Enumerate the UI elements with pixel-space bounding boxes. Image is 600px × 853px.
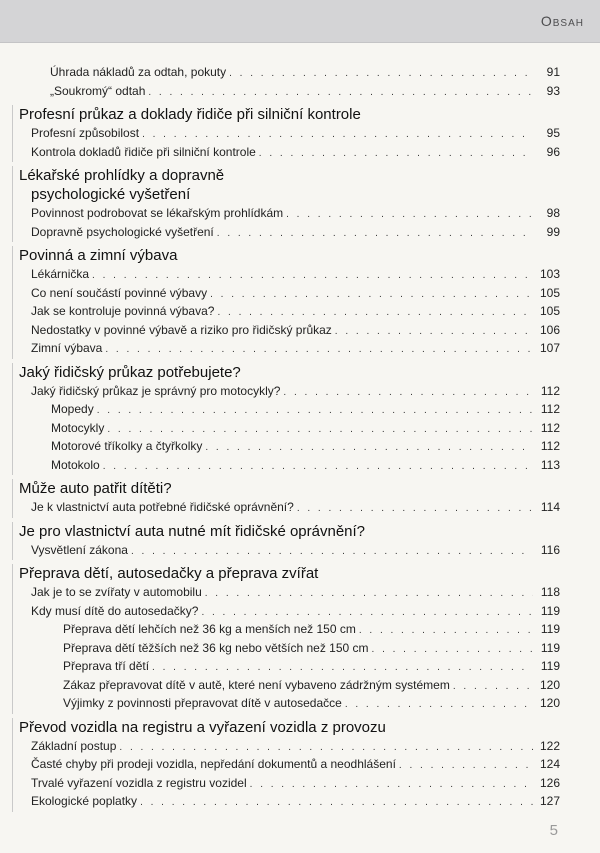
toc-entry[interactable]	[19, 499, 560, 518]
dot-leader	[97, 402, 533, 420]
dot-leader	[152, 659, 533, 677]
dot-leader	[286, 206, 533, 224]
dot-leader	[372, 641, 533, 659]
entry-label: Jaký řidičský průkaz je správný pro motocykly?	[31, 383, 281, 398]
table-of-contents	[0, 64, 600, 816]
dot-leader	[335, 323, 533, 341]
dot-leader	[297, 500, 533, 518]
toc-entry[interactable]	[19, 266, 560, 285]
dot-leader	[103, 458, 533, 476]
dot-leader	[217, 304, 533, 322]
entry-page-number: 127	[539, 794, 560, 808]
entry-page-number: 112	[540, 402, 560, 416]
toc-entry[interactable]	[19, 205, 560, 224]
entry-label: Základní postup	[31, 738, 117, 753]
entry-label: Lékárnička	[31, 267, 90, 281]
entry-page-number: 112	[540, 383, 560, 398]
entry-page-number: 114	[540, 500, 560, 514]
dot-leader	[359, 622, 533, 640]
entry-label: Dopravně psychologické vyšetření	[31, 224, 214, 239]
toc-entry[interactable]	[18, 64, 560, 83]
entry-page-number: 119	[540, 603, 560, 618]
entry-page-number: 112	[540, 439, 560, 453]
dot-leader	[229, 65, 533, 83]
entry-label: Jak se kontroluje povinná výbava?	[31, 304, 215, 318]
dot-leader	[142, 126, 533, 144]
toc-entry[interactable]	[19, 125, 560, 144]
toc-section	[12, 64, 560, 101]
entry-label: Trvalé vyřazení vozidla z registru vozidel	[31, 775, 247, 790]
entry-page-number: 91	[546, 65, 560, 79]
toc-entry[interactable]	[19, 224, 560, 243]
dot-leader	[259, 145, 533, 163]
dot-leader	[105, 341, 533, 359]
entry-page-number: 106	[539, 322, 560, 337]
toc-entry[interactable]	[19, 420, 560, 439]
entry-page-number: 124	[539, 757, 560, 771]
dot-leader	[250, 776, 533, 794]
entry-page-number: 113	[540, 457, 560, 472]
entry-page-number: 122	[539, 738, 560, 753]
header-title: Obsah	[540, 13, 584, 29]
section-title: Může auto patřit dítěti?	[19, 480, 172, 497]
entry-page-number: 95	[546, 126, 560, 140]
dot-leader	[283, 384, 533, 402]
entry-label: Profesní způsobilost	[31, 126, 140, 140]
entry-label: Přeprava tří dětí	[63, 659, 150, 673]
section-title: Lékařské prohlídky a dopravně psychologické vyšetření	[19, 167, 225, 203]
dot-leader	[453, 678, 533, 696]
entry-label: Ekologické poplatky	[31, 794, 138, 808]
entry-label: Kdy musí dítě do autosedačky?	[31, 603, 199, 618]
dot-leader	[217, 225, 533, 243]
entry-label: Úhrada nákladů za odtah, pokuty	[50, 65, 227, 79]
toc-entry[interactable]	[19, 775, 560, 794]
entry-page-number: 116	[540, 542, 560, 557]
entry-page-number: 126	[539, 775, 560, 790]
toc-entry[interactable]	[19, 303, 560, 322]
toc-entry[interactable]	[19, 457, 560, 476]
dot-leader	[107, 421, 533, 439]
entry-label: Zimní výbava	[31, 341, 103, 355]
toc-entry[interactable]	[19, 738, 560, 757]
toc-section	[12, 166, 560, 242]
dot-leader	[131, 543, 533, 561]
entry-label: Výjimky z povinnosti přepravovat dítě v autosedačce	[63, 696, 342, 710]
entry-label: Motokolo	[51, 457, 100, 472]
section-title: Je pro vlastnictví auta nutné mít řidičské oprávnění?	[19, 522, 366, 540]
entry-page-number: 98	[546, 206, 560, 220]
entry-page-number: 119	[540, 659, 560, 673]
entry-page-number: 103	[539, 267, 560, 281]
toc-entry[interactable]	[19, 383, 560, 402]
entry-page-number: 93	[546, 83, 560, 98]
toc-section	[12, 718, 560, 812]
entry-label: Zákaz přepravovat dítě v autě, které není vybaveno zádržným systémem	[63, 677, 450, 692]
section-title: Přeprava dětí, autosedačky a přeprava zvířat	[19, 565, 319, 582]
dot-leader	[92, 267, 533, 285]
entry-label: Kontrola dokladů řidiče při silniční kontrole	[31, 144, 256, 159]
dot-leader	[205, 439, 533, 457]
entry-page-number: 96	[546, 144, 560, 159]
entry-page-number: 105	[539, 285, 560, 300]
toc-entry[interactable]	[19, 793, 560, 812]
entry-label: Časté chyby při prodeji vozidla, nepředání dokumentů a neodhlášení	[31, 757, 396, 771]
toc-section	[12, 363, 560, 476]
header-band	[0, 0, 600, 43]
dot-leader	[201, 604, 533, 622]
toc-section	[12, 479, 560, 518]
entry-page-number: 120	[539, 696, 560, 710]
toc-entry[interactable]	[19, 756, 560, 775]
dot-leader	[148, 84, 533, 102]
entry-label: Přeprava dětí lehčích než 36 kg a menších než 150 cm	[63, 622, 356, 636]
entry-label: Co není součástí povinné výbavy	[31, 285, 208, 300]
toc-entry[interactable]	[19, 640, 560, 659]
toc-entry[interactable]	[19, 285, 560, 304]
entry-page-number: 120	[539, 677, 560, 692]
dot-leader	[119, 739, 533, 757]
entry-label: Mopedy	[51, 402, 94, 416]
dot-leader	[399, 757, 533, 775]
entry-page-number: 118	[540, 585, 560, 599]
toc-entry[interactable]	[19, 603, 560, 622]
entry-label: Povinnost podrobovat se lékařským prohlídkám	[31, 206, 284, 220]
entry-label: Vysvětlení zákona	[31, 542, 128, 557]
entry-label: „Soukromý“ odtah	[50, 83, 146, 98]
toc-entry[interactable]	[19, 677, 560, 696]
toc-entry[interactable]	[19, 542, 560, 561]
toc-entry[interactable]	[19, 144, 560, 163]
toc-section	[12, 246, 560, 359]
toc-entry[interactable]	[19, 340, 560, 359]
entry-page-number: 119	[540, 622, 560, 636]
section-title: Povinná a zimní výbava	[19, 247, 178, 264]
toc-entry[interactable]	[19, 584, 560, 603]
entry-page-number: 112	[540, 420, 560, 435]
toc-section	[12, 522, 560, 561]
entry-label: Nedostatky v povinné výbavě a riziko pro řidičský průkaz	[31, 322, 332, 337]
section-title: Profesní průkaz a doklady řidiče při silniční kontrole	[19, 106, 361, 123]
entry-label: Přeprava dětí těžších než 36 kg nebo větších než 150 cm	[63, 640, 369, 655]
entry-page-number: 119	[540, 640, 560, 655]
entry-label: Motorové tříkolky a čtyřkolky	[51, 439, 203, 453]
toc-section	[12, 564, 560, 714]
toc-entry[interactable]	[19, 401, 560, 420]
dot-leader	[205, 585, 533, 603]
dot-leader	[345, 696, 533, 714]
toc-entry[interactable]	[19, 438, 560, 457]
toc-entry[interactable]	[18, 83, 560, 102]
entry-page-number: 107	[539, 341, 560, 355]
toc-entry[interactable]	[19, 658, 560, 677]
entry-label: Motocykly	[51, 420, 105, 435]
toc-entry[interactable]	[19, 322, 560, 341]
entry-page-number: 99	[546, 224, 560, 239]
section-title: Jaký řidičský průkaz potřebujete?	[19, 363, 241, 381]
dot-leader	[140, 794, 533, 812]
entry-label: Je k vlastnictví auta potřebné řidičské oprávnění?	[31, 500, 294, 514]
entry-page-number: 105	[539, 304, 560, 318]
dot-leader	[210, 286, 533, 304]
toc-section	[12, 105, 560, 162]
entry-label: Jak je to se zvířaty v automobilu	[31, 585, 202, 599]
toc-entry[interactable]	[19, 695, 560, 714]
page-number: 5	[549, 822, 558, 839]
section-title: Převod vozidla na registru a vyřazení vozidla z provozu	[19, 718, 386, 736]
toc-entry[interactable]	[19, 621, 560, 640]
